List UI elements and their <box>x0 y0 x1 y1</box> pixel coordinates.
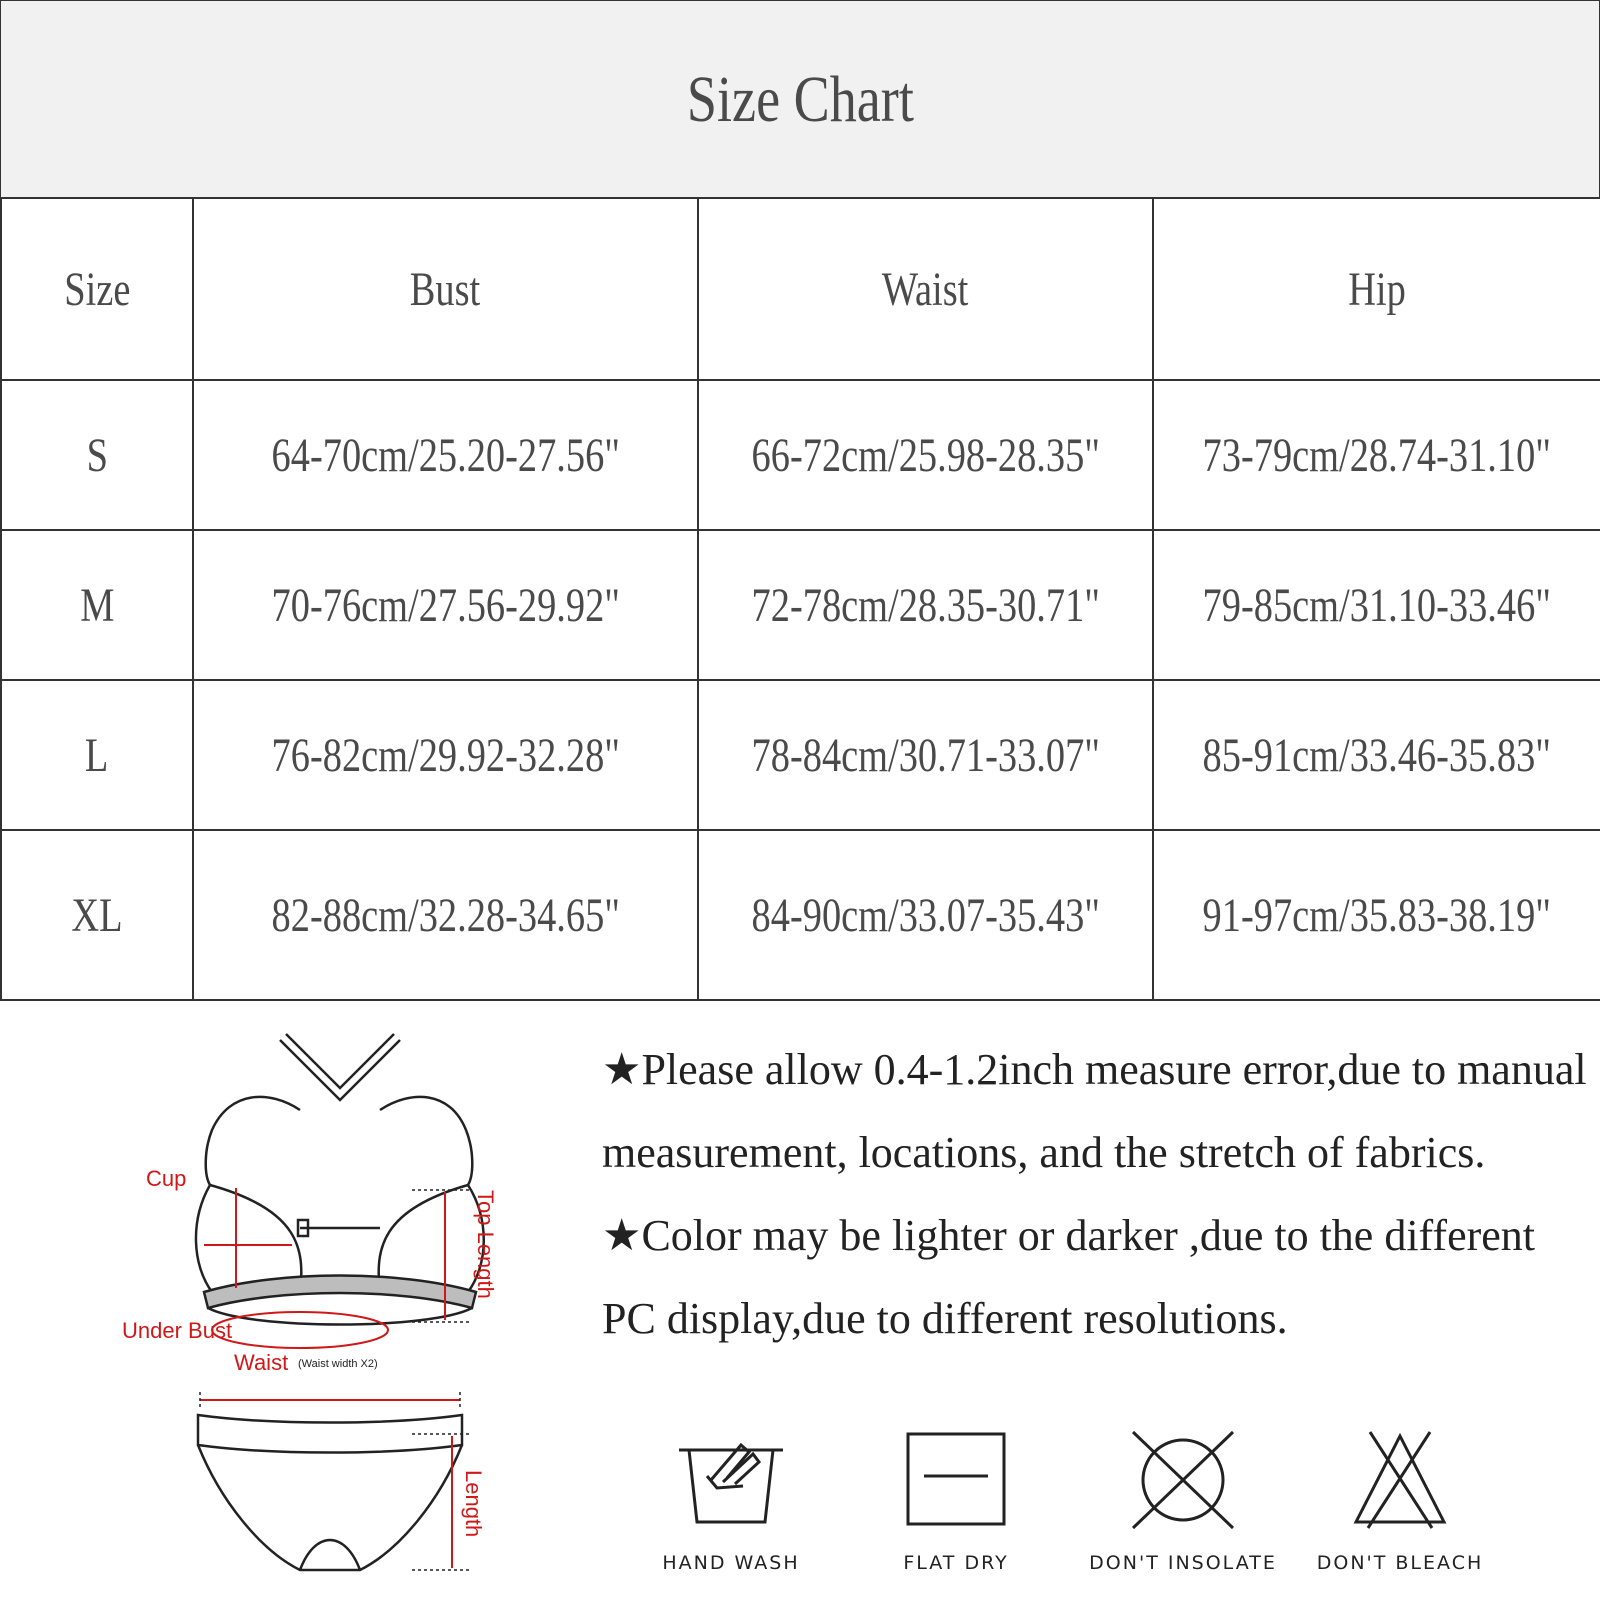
waist-cell: 72-78cm/28.35-30.71" <box>698 530 1153 680</box>
hip-cell: 73-79cm/28.74-31.10" <box>1153 380 1600 530</box>
cup-label: Cup <box>146 1166 187 1191</box>
bust-cell: 76-82cm/29.92-32.28" <box>193 680 698 830</box>
dont-bleach-icon <box>1340 1430 1460 1530</box>
waist-cell: 78-84cm/30.71-33.07" <box>698 680 1153 830</box>
care-dont-bleach <box>1300 1430 1500 1574</box>
size-cell: XL <box>1 830 193 1000</box>
size-cell: S <box>1 380 193 530</box>
header-hip: Hip <box>1153 198 1600 380</box>
care-label: FLAT DRY <box>903 1552 1009 1574</box>
length-label: Length <box>461 1470 486 1538</box>
under-bust-label: Under Bust <box>122 1318 233 1343</box>
top-length-label: Top Length <box>473 1190 498 1299</box>
table-row <box>1 680 1600 830</box>
measurement-diagram <box>100 1030 560 1590</box>
hand-wash-icon <box>671 1430 791 1530</box>
care-label: DON'T BLEACH <box>1316 1552 1484 1574</box>
waist-label: Waist <box>234 1350 289 1375</box>
notes-section <box>602 1028 1592 1360</box>
bust-cell: 70-76cm/27.56-29.92" <box>193 530 698 680</box>
table-header-row <box>1 198 1600 380</box>
flat-dry-icon <box>896 1430 1016 1530</box>
header-bust: Bust <box>193 198 698 380</box>
hip-cell: 79-85cm/31.10-33.46" <box>1153 530 1600 680</box>
care-label: HAND WASH <box>662 1552 800 1574</box>
waist-cell: 84-90cm/33.07-35.43" <box>698 830 1153 1000</box>
size-cell: L <box>1 680 193 830</box>
bust-cell: 64-70cm/25.20-27.56" <box>193 380 698 530</box>
note-color: ★Color may be lighter or darker ,due to the different PC display,due to different resolutions. <box>602 1211 1536 1343</box>
table-row <box>1 380 1600 530</box>
header-size: Size <box>1 198 193 380</box>
hip-cell: 91-97cm/35.83-38.19" <box>1153 830 1600 1000</box>
table-row <box>1 530 1600 680</box>
bust-cell: 82-88cm/32.28-34.65" <box>193 830 698 1000</box>
size-table <box>0 197 1600 1001</box>
care-hand-wash <box>631 1430 831 1574</box>
page-title: Size Chart <box>686 62 914 136</box>
table-row <box>1 830 1600 1000</box>
bikini-illustration <box>100 1030 560 1590</box>
dont-insolate-icon <box>1123 1430 1243 1530</box>
care-flat-dry <box>856 1430 1056 1574</box>
size-cell: M <box>1 530 193 680</box>
title-bar <box>0 0 1600 198</box>
waist-note-label: (Waist width X2) <box>298 1358 378 1370</box>
care-label: DON'T INSOLATE <box>1089 1552 1277 1574</box>
hip-cell: 85-91cm/33.46-35.83" <box>1153 680 1600 830</box>
care-dont-insolate <box>1083 1430 1283 1574</box>
header-waist: Waist <box>698 198 1153 380</box>
note-measure-error: ★Please allow 0.4-1.2inch measure error,due to manual measurement, locations, and the stretch of fabrics. <box>602 1045 1587 1177</box>
waist-cell: 66-72cm/25.98-28.35" <box>698 380 1153 530</box>
